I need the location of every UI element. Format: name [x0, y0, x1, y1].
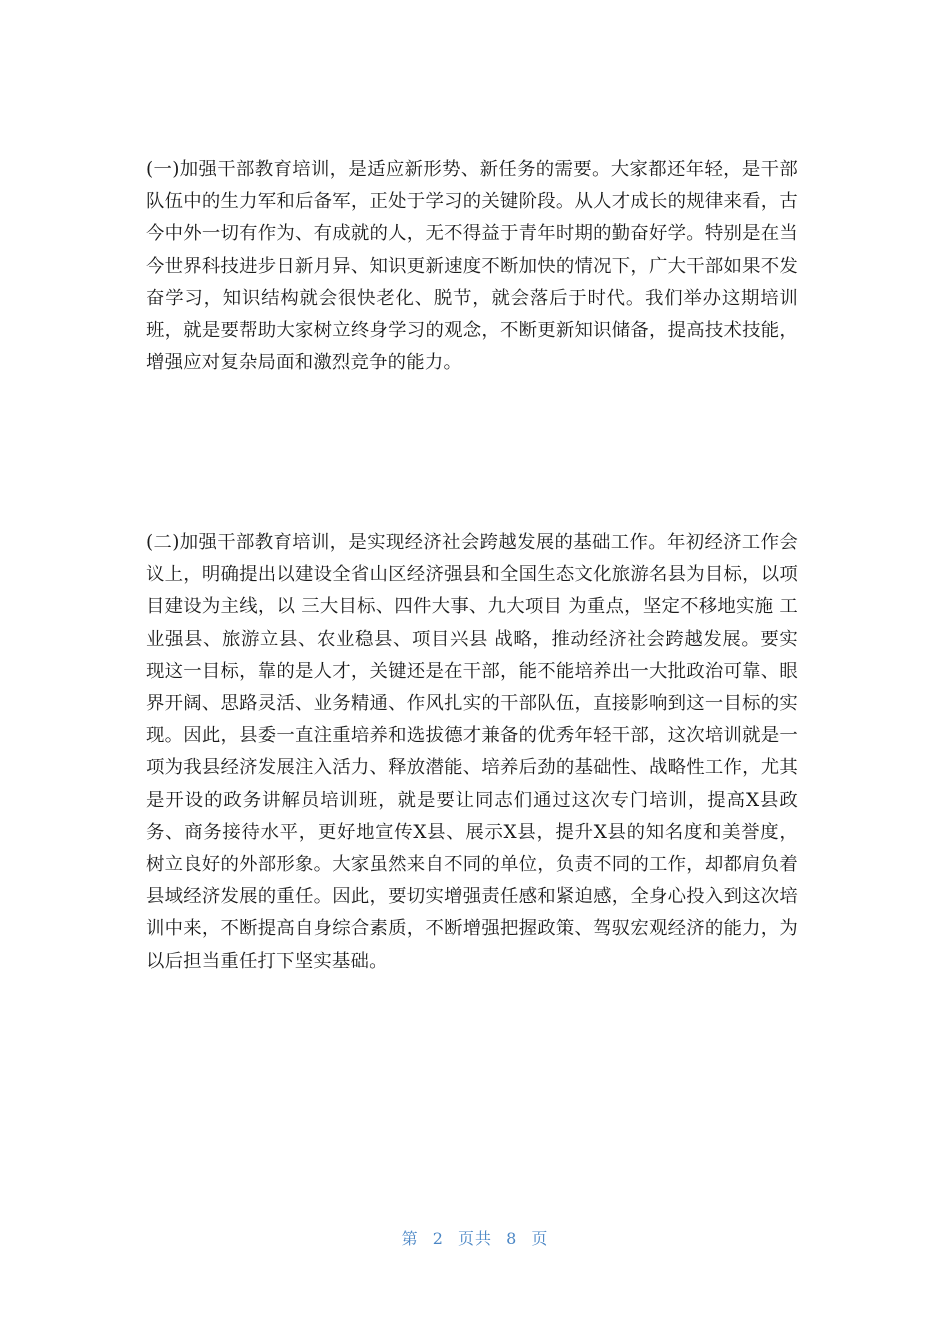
paragraph-1: (一)加强干部教育培训，是适应新形势、新任务的需要。大家都还年轻，是干部队伍中的生力军和后备军，正处于学习的关键阶段。从人才成长的规律来看，古今中外一切有作为、有成就的人，无不得益于青年时期的勤奋好学。特别是在当今世界科技进步日新月异、知识更新速度不断加快的情况下，广大干部如果不发奋学习，知识结构就会很快老化、脱节，就会落后于时代。我们举办这期培训班，就是要帮助大家树立终身学习的观念，不断更新知识储备，提高技术技能，增强应对复杂局面和激烈竞争的能力。 — [146, 159, 798, 374]
total-page-number: 8 — [506, 1229, 518, 1248]
footer-prefix: 第 — [401, 1229, 419, 1248]
current-page-number: 2 — [432, 1229, 444, 1248]
page-footer — [0, 1226, 950, 1249]
footer-suffix: 页 — [531, 1229, 549, 1248]
footer-middle: 页共 — [457, 1229, 492, 1248]
paragraph-2: (二)加强干部教育培训，是实现经济社会跨越发展的基础工作。年初经济工作会议上，明确提出以建设全省山区经济强县和全国生态文化旅游名县为目标，以项目建设为主线，以 三大目标、四件大事、九大项目 为重点，坚定不移地实施 工业强县、旅游立县、农业稳县、项目兴县 战略，推动经济社会跨越发展。要实现这一目标，靠的是人才，关键还是在干部，能不能培养出一大批政治可靠、眼界开阔、思路灵活、业务精通、作风扎实的干部队伍，直接影响到这一目标的实现。因此，县委一直注重培养和选拔德才兼备的优秀年轻干部，这次培训就是一项为我县经济发展注入活力、释放潜能、培养后劲的基础性、战略性工作，尤其是开设的政务讲解员培训班，就是要让同志们通过这次专门培训，提高X县政务、商务接待水平，更好地宣传X县、展示X县，提升X县的知名度和美誉度，树立良好的外部形象。大家虽然来自不同的单位，负责不同的工作，却都肩负着县域经济发展的重任。因此，要切实增强责任感和紧迫感，全身心投入到这次培训中来，不断提高自身综合素质，不断增强把握政策、驾驭宏观经济的能力，为以后担当重任打下坚实基础。 — [146, 532, 798, 972]
